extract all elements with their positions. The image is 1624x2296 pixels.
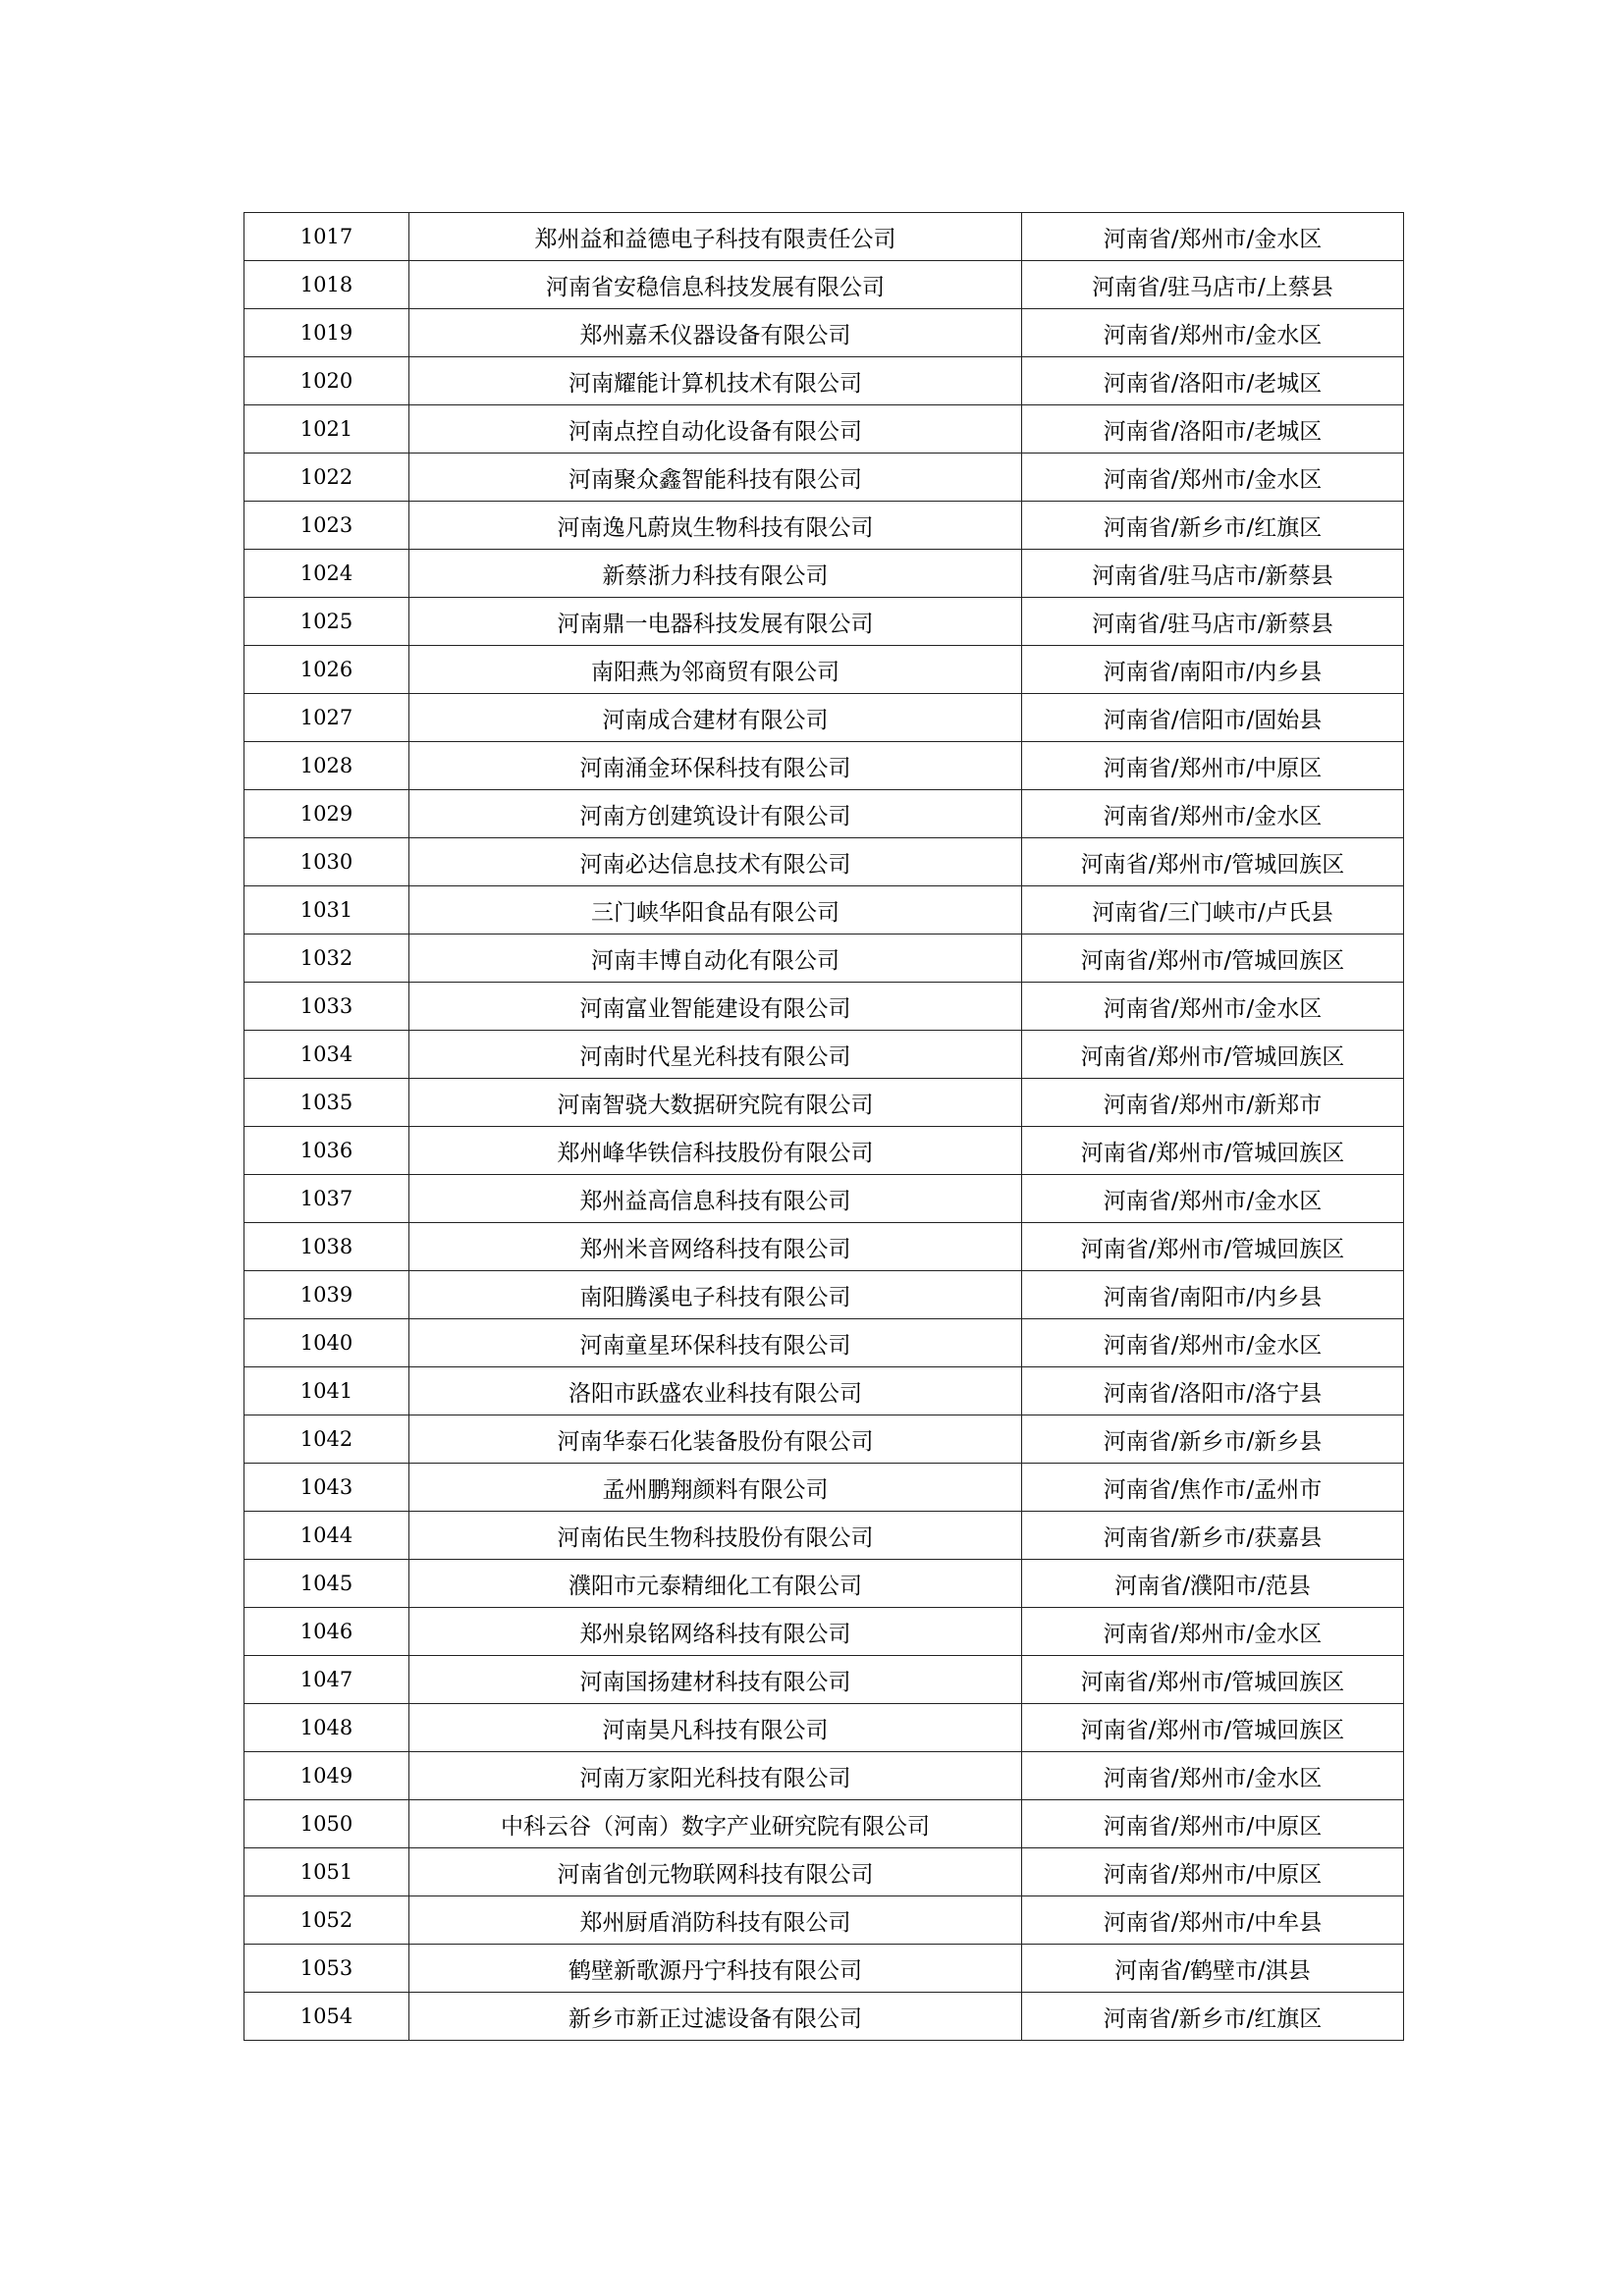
table-row	[244, 1271, 1404, 1319]
company-name-cell: 郑州嘉禾仪器设备有限公司	[409, 309, 1022, 357]
row-number-cell: 1028	[244, 742, 409, 790]
region-cell: 河南省/郑州市/管城回族区	[1022, 1656, 1404, 1704]
row-number-cell: 1024	[244, 550, 409, 598]
company-name-cell: 河南昊凡科技有限公司	[409, 1704, 1022, 1752]
row-number-cell: 1041	[244, 1367, 409, 1415]
table-row	[244, 1945, 1404, 1993]
row-number-cell: 1039	[244, 1271, 409, 1319]
table-row	[244, 646, 1404, 694]
table-row	[244, 1896, 1404, 1945]
company-name-cell: 郑州益高信息科技有限公司	[409, 1175, 1022, 1223]
row-number-cell: 1053	[244, 1945, 409, 1993]
company-name-cell: 洛阳市跃盛农业科技有限公司	[409, 1367, 1022, 1415]
row-number-cell: 1043	[244, 1464, 409, 1512]
region-cell: 河南省/郑州市/金水区	[1022, 1608, 1404, 1656]
region-cell: 河南省/郑州市/金水区	[1022, 309, 1404, 357]
company-name-cell: 河南佑民生物科技股份有限公司	[409, 1512, 1022, 1560]
region-cell: 河南省/郑州市/金水区	[1022, 1175, 1404, 1223]
row-number-cell: 1031	[244, 886, 409, 934]
table-row	[244, 983, 1404, 1031]
table-row	[244, 1031, 1404, 1079]
company-name-cell: 河南智骁大数据研究院有限公司	[409, 1079, 1022, 1127]
region-cell: 河南省/郑州市/新郑市	[1022, 1079, 1404, 1127]
company-name-cell: 河南省创元物联网科技有限公司	[409, 1848, 1022, 1896]
row-number-cell: 1017	[244, 213, 409, 261]
company-name-cell: 郑州厨盾消防科技有限公司	[409, 1896, 1022, 1945]
enterprise-list-table	[244, 212, 1404, 2041]
table-row	[244, 838, 1404, 886]
table-row	[244, 357, 1404, 405]
company-name-cell: 河南丰博自动化有限公司	[409, 934, 1022, 983]
row-number-cell: 1020	[244, 357, 409, 405]
region-cell: 河南省/郑州市/金水区	[1022, 1752, 1404, 1800]
table-row	[244, 1464, 1404, 1512]
row-number-cell: 1042	[244, 1415, 409, 1464]
region-cell: 河南省/郑州市/管城回族区	[1022, 1031, 1404, 1079]
company-name-cell: 中科云谷（河南）数字产业研究院有限公司	[409, 1800, 1022, 1848]
row-number-cell: 1047	[244, 1656, 409, 1704]
table-row	[244, 1175, 1404, 1223]
region-cell: 河南省/郑州市/金水区	[1022, 983, 1404, 1031]
row-number-cell: 1046	[244, 1608, 409, 1656]
row-number-cell: 1032	[244, 934, 409, 983]
company-name-cell: 河南国扬建材科技有限公司	[409, 1656, 1022, 1704]
row-number-cell: 1044	[244, 1512, 409, 1560]
table-row	[244, 886, 1404, 934]
region-cell: 河南省/郑州市/管城回族区	[1022, 1704, 1404, 1752]
company-name-cell: 新蔡浙力科技有限公司	[409, 550, 1022, 598]
region-cell: 河南省/驻马店市/上蔡县	[1022, 261, 1404, 309]
region-cell: 河南省/郑州市/中牟县	[1022, 1896, 1404, 1945]
company-name-cell: 河南方创建筑设计有限公司	[409, 790, 1022, 838]
region-cell: 河南省/洛阳市/洛宁县	[1022, 1367, 1404, 1415]
region-cell: 河南省/郑州市/金水区	[1022, 213, 1404, 261]
row-number-cell: 1035	[244, 1079, 409, 1127]
row-number-cell: 1048	[244, 1704, 409, 1752]
table-row	[244, 742, 1404, 790]
region-cell: 河南省/南阳市/内乡县	[1022, 646, 1404, 694]
company-name-cell: 郑州泉铭网络科技有限公司	[409, 1608, 1022, 1656]
company-name-cell: 河南点控自动化设备有限公司	[409, 405, 1022, 454]
region-cell: 河南省/郑州市/管城回族区	[1022, 934, 1404, 983]
region-cell: 河南省/郑州市/中原区	[1022, 742, 1404, 790]
company-name-cell: 河南华泰石化装备股份有限公司	[409, 1415, 1022, 1464]
table-row	[244, 1656, 1404, 1704]
region-cell: 河南省/三门峡市/卢氏县	[1022, 886, 1404, 934]
company-name-cell: 河南时代星光科技有限公司	[409, 1031, 1022, 1079]
table-row	[244, 550, 1404, 598]
row-number-cell: 1023	[244, 502, 409, 550]
region-cell: 河南省/郑州市/中原区	[1022, 1800, 1404, 1848]
company-name-cell: 河南万家阳光科技有限公司	[409, 1752, 1022, 1800]
row-number-cell: 1030	[244, 838, 409, 886]
table-row	[244, 934, 1404, 983]
table-row	[244, 405, 1404, 454]
table-row	[244, 213, 1404, 261]
row-number-cell: 1021	[244, 405, 409, 454]
region-cell: 河南省/洛阳市/老城区	[1022, 405, 1404, 454]
company-name-cell: 鹤壁新歌源丹宁科技有限公司	[409, 1945, 1022, 1993]
region-cell: 河南省/郑州市/金水区	[1022, 1319, 1404, 1367]
region-cell: 河南省/新乡市/新乡县	[1022, 1415, 1404, 1464]
region-cell: 河南省/郑州市/金水区	[1022, 454, 1404, 502]
region-cell: 河南省/焦作市/孟州市	[1022, 1464, 1404, 1512]
row-number-cell: 1034	[244, 1031, 409, 1079]
company-name-cell: 郑州峰华铁信科技股份有限公司	[409, 1127, 1022, 1175]
region-cell: 河南省/郑州市/管城回族区	[1022, 1223, 1404, 1271]
region-cell: 河南省/郑州市/金水区	[1022, 790, 1404, 838]
row-number-cell: 1052	[244, 1896, 409, 1945]
table-row	[244, 1319, 1404, 1367]
row-number-cell: 1036	[244, 1127, 409, 1175]
table-row	[244, 1752, 1404, 1800]
row-number-cell: 1018	[244, 261, 409, 309]
region-cell: 河南省/洛阳市/老城区	[1022, 357, 1404, 405]
region-cell: 河南省/濮阳市/范县	[1022, 1560, 1404, 1608]
company-name-cell: 河南涌金环保科技有限公司	[409, 742, 1022, 790]
region-cell: 河南省/信阳市/固始县	[1022, 694, 1404, 742]
region-cell: 河南省/鹤壁市/淇县	[1022, 1945, 1404, 1993]
company-name-cell: 南阳燕为邻商贸有限公司	[409, 646, 1022, 694]
table-row	[244, 598, 1404, 646]
table-row	[244, 1608, 1404, 1656]
region-cell: 河南省/郑州市/中原区	[1022, 1848, 1404, 1896]
table-row	[244, 502, 1404, 550]
table-row	[244, 1993, 1404, 2041]
company-name-cell: 河南富业智能建设有限公司	[409, 983, 1022, 1031]
company-name-cell: 河南逸凡蔚岚生物科技有限公司	[409, 502, 1022, 550]
region-cell: 河南省/郑州市/管城回族区	[1022, 838, 1404, 886]
table-row	[244, 1415, 1404, 1464]
table-row	[244, 1704, 1404, 1752]
row-number-cell: 1045	[244, 1560, 409, 1608]
table-row	[244, 790, 1404, 838]
company-name-cell: 濮阳市元泰精细化工有限公司	[409, 1560, 1022, 1608]
row-number-cell: 1033	[244, 983, 409, 1031]
company-name-cell: 孟州鹏翔颜料有限公司	[409, 1464, 1022, 1512]
row-number-cell: 1025	[244, 598, 409, 646]
company-name-cell: 河南必达信息技术有限公司	[409, 838, 1022, 886]
region-cell: 河南省/新乡市/获嘉县	[1022, 1512, 1404, 1560]
row-number-cell: 1040	[244, 1319, 409, 1367]
row-number-cell: 1037	[244, 1175, 409, 1223]
table-row	[244, 1848, 1404, 1896]
table-row	[244, 309, 1404, 357]
company-name-cell: 新乡市新正过滤设备有限公司	[409, 1993, 1022, 2041]
company-name-cell: 河南耀能计算机技术有限公司	[409, 357, 1022, 405]
region-cell: 河南省/新乡市/红旗区	[1022, 1993, 1404, 2041]
row-number-cell: 1049	[244, 1752, 409, 1800]
table-row	[244, 1223, 1404, 1271]
table-row	[244, 454, 1404, 502]
table-row	[244, 1127, 1404, 1175]
table-row	[244, 1367, 1404, 1415]
table-row	[244, 1800, 1404, 1848]
row-number-cell: 1026	[244, 646, 409, 694]
row-number-cell: 1022	[244, 454, 409, 502]
company-name-cell: 河南省安稳信息科技发展有限公司	[409, 261, 1022, 309]
company-name-cell: 河南鼎一电器科技发展有限公司	[409, 598, 1022, 646]
row-number-cell: 1054	[244, 1993, 409, 2041]
row-number-cell: 1027	[244, 694, 409, 742]
region-cell: 河南省/驻马店市/新蔡县	[1022, 550, 1404, 598]
table-row	[244, 694, 1404, 742]
row-number-cell: 1038	[244, 1223, 409, 1271]
row-number-cell: 1050	[244, 1800, 409, 1848]
company-name-cell: 南阳腾溪电子科技有限公司	[409, 1271, 1022, 1319]
row-number-cell: 1029	[244, 790, 409, 838]
enterprise-list-body	[244, 213, 1404, 2041]
region-cell: 河南省/南阳市/内乡县	[1022, 1271, 1404, 1319]
company-name-cell: 郑州益和益德电子科技有限责任公司	[409, 213, 1022, 261]
company-name-cell: 郑州米音网络科技有限公司	[409, 1223, 1022, 1271]
table-row	[244, 1560, 1404, 1608]
table-row	[244, 261, 1404, 309]
table-row	[244, 1512, 1404, 1560]
table-row	[244, 1079, 1404, 1127]
company-name-cell: 河南聚众鑫智能科技有限公司	[409, 454, 1022, 502]
region-cell: 河南省/驻马店市/新蔡县	[1022, 598, 1404, 646]
company-name-cell: 河南成合建材有限公司	[409, 694, 1022, 742]
company-name-cell: 三门峡华阳食品有限公司	[409, 886, 1022, 934]
company-name-cell: 河南童星环保科技有限公司	[409, 1319, 1022, 1367]
row-number-cell: 1051	[244, 1848, 409, 1896]
region-cell: 河南省/新乡市/红旗区	[1022, 502, 1404, 550]
row-number-cell: 1019	[244, 309, 409, 357]
region-cell: 河南省/郑州市/管城回族区	[1022, 1127, 1404, 1175]
